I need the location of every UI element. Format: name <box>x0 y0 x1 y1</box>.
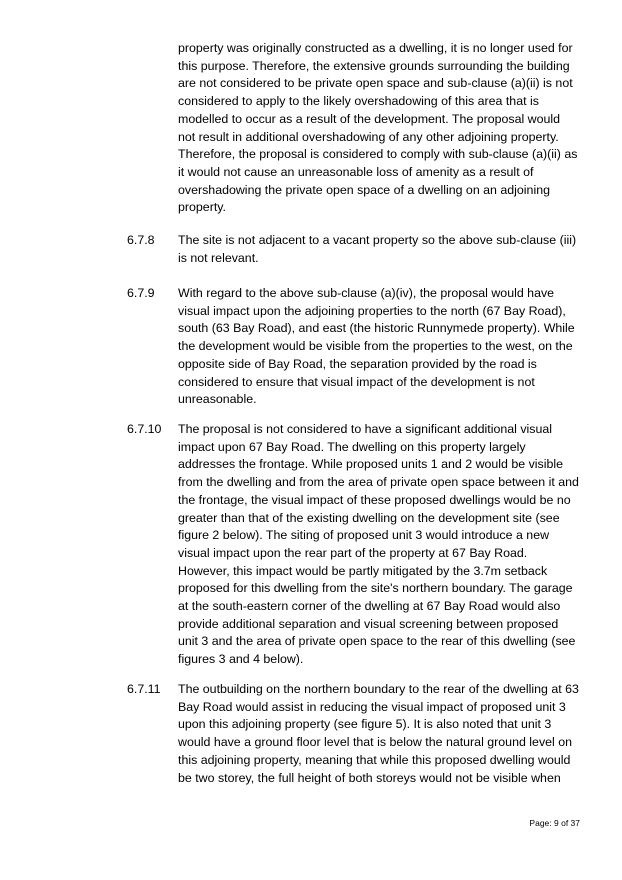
clause-number-6-7-8: 6.7.8 <box>127 233 155 247</box>
clause-number-6-7-9: 6.7.9 <box>127 286 155 300</box>
clause-text-6-7-10: The proposal is not considered to have a significant additional visual impact upon 67 Bay Road. The dwelling on this property largely addresses the frontage. While proposed units 1 and 2 would be visible from the dwelling and from the area of private open space between it and the frontage, the visual impact of these proposed dwellings would be no greater than that of the existing dwelling on the development site (see figure 2 below). The siting of proposed unit 3 would introduce a new visual impact upon the rear part of the property at 67 Bay Road. However, this impact would be partly mitigated by the 3.7m setback proposed for this dwelling from the site's northern boundary. The garage at the south-eastern corner of the dwelling at 67 Bay Road would also provide additional separation and visual screening between proposed unit 3 and the area of private open space to the rear of this dwelling (see figures 3 and 4 below). <box>178 422 579 667</box>
clause-text-6-7-8: The site is not adjacent to a vacant property so the above sub-clause (iii) is not relevant. <box>178 233 577 265</box>
page-number: Page: 9 of 37 <box>529 818 580 828</box>
clause-number-6-7-10: 6.7.10 <box>127 422 162 436</box>
clause-number-6-7-11: 6.7.11 <box>127 682 161 696</box>
clause-text-6-7-9: With regard to the above sub-clause (a)(iv), the proposal would have visual impact upon the adjoining properties to the north (67 Bay Road), south (63 Bay Road), and east (the historic Runnymede property). While the development would be visible from the properties to the west, on the opposite side of Bay Road, the separation provided by the road is considered to ensure that visual impact of the development is not unreasonable. <box>178 286 575 407</box>
clause-text-6-7-11: The outbuilding on the northern boundary to the rear of the dwelling at 63 Bay Road would assist in reducing the visual impact of proposed unit 3 upon this adjoining property (see figure 5). It is also noted that unit 3 would have a ground floor level that is below the natural ground level on this adjoining property, meaning that while this proposed dwelling would be two storey, the full height of both storeys would not be visible when <box>178 682 579 785</box>
continuation-paragraph: property was originally constructed as a dwelling, it is no longer used for this purpose. Therefore, the extensive grounds surrounding the building are not considered to be private open space and sub-clause (a)(ii) is not considered to apply to the likely overshadowing of this area that is modelled to occur as a result of the development. The proposal would not result in additional overshadowing of any other adjoining property. Therefore, the proposal is considered to comply with sub-clause (a)(ii) as it would not cause an unreasonable loss of amenity as a result of overshadowing the private open space of a dwelling on an adjoining property. <box>178 41 578 215</box>
